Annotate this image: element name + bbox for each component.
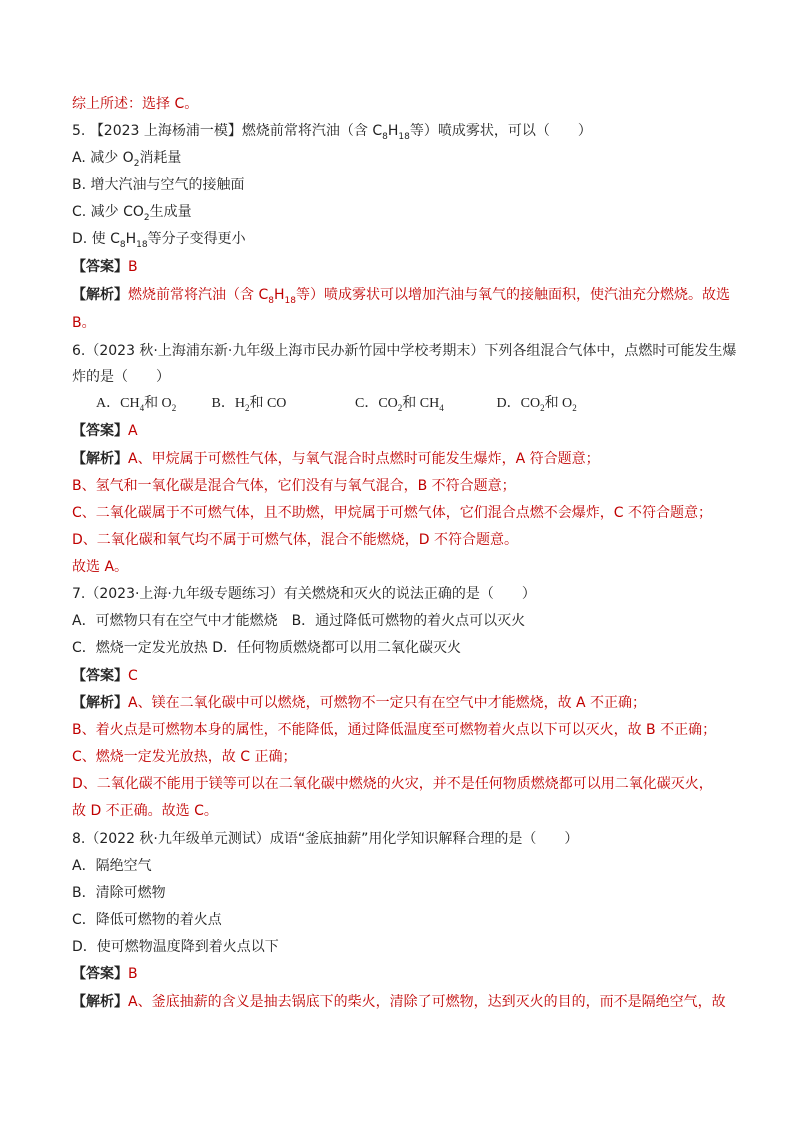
stem-part: 等）喷成雾状，可以（ ） bbox=[409, 123, 592, 139]
question-7-analysis-3: C、燃烧一定发光放热，故 C 正确； bbox=[72, 749, 297, 765]
question-6-analysis-3: C、二氧化碳属于不可燃气体，且不助燃，甲烷属于可燃气体，它们混合点燃不会爆炸，C 不符合题意； bbox=[72, 505, 712, 521]
option-text: H bbox=[125, 231, 137, 247]
question-5-stem bbox=[72, 121, 734, 141]
question-number: 5. bbox=[72, 123, 86, 139]
stem-part: H bbox=[387, 123, 399, 139]
subscript: 4 bbox=[139, 402, 145, 413]
question-8-stem: 8.（2022 秋·九年级单元测试）成语“釜底抽薪”用化学知识解释合理的是（ ） bbox=[72, 831, 579, 847]
question-7-stem: 7.（2023·上海·九年级专题练习）有关燃烧和灭火的说法正确的是（ ） bbox=[72, 586, 536, 602]
option-text: 和 O bbox=[144, 396, 172, 411]
summary-line: 综上所述：选择 C。 bbox=[72, 96, 199, 112]
stem-part: 燃烧前常将汽油（含 C bbox=[241, 123, 383, 139]
option-c bbox=[355, 394, 493, 414]
question-5-option-c bbox=[72, 202, 734, 222]
option-text: A. 减少 O bbox=[72, 150, 134, 166]
question-7-analysis-2: B、着火点是可燃物本身的属性，不能降低，通过降低温度至可燃物着火点以下可以灭火，故 B 不正确； bbox=[72, 722, 717, 738]
subscript: 8 bbox=[119, 239, 126, 250]
analysis-text: A、镁在二氧化碳中可以燃烧，可燃物不一定只有在空气中才能燃烧，故 A 不正确； bbox=[128, 695, 647, 711]
question-7-analysis-4: D、二氧化碳不能用于镁等可以在二氧化碳中燃烧的火灾，并不是任何物质燃烧都可以用二氧化碳灭火， bbox=[72, 776, 713, 792]
question-6-answer bbox=[72, 421, 734, 441]
subscript: 2 bbox=[244, 402, 250, 413]
option-b bbox=[212, 394, 352, 414]
subscript: 2 bbox=[572, 402, 577, 413]
subscript: 8 bbox=[382, 131, 388, 142]
question-6-analysis-2: B、氢气和一氧化碳是混合气体，它们没有与氧气混合，B 不符合题意； bbox=[72, 478, 516, 494]
analysis-label: 【解析】 bbox=[72, 695, 128, 711]
option-text: B．H bbox=[211, 396, 245, 411]
question-6-analysis-4: D、二氧化碳和氧气均不属于可燃气体，混合不能燃烧，D 不符合题意。 bbox=[72, 532, 519, 548]
analysis-text: 等）喷成雾状可以增加汽油与氧气的接触面积，使汽油充分燃烧。故选 bbox=[295, 287, 730, 303]
analysis-text: A、釜底抽薪的含义是抽去锅底下的柴火，清除了可燃物，达到灭火的目的，而不是隔绝空气，故 bbox=[128, 994, 726, 1010]
option-text: 和 O bbox=[544, 396, 573, 411]
answer-value: B bbox=[128, 966, 138, 982]
question-6-stem-line2: 炸的是（ ） bbox=[72, 369, 170, 385]
question-8-option-d: D．使可燃物温度降到着火点以下 bbox=[72, 939, 279, 955]
question-6-stem-line1: 6.（2023 秋·上海浦东新·九年级上海市民办新竹园中学校考期末）下列各组混合气体中，点燃时可能发生爆 bbox=[72, 343, 737, 359]
question-7-analysis-5: 故 D 不正确。故选 C。 bbox=[72, 803, 218, 819]
analysis-text: A、甲烷属于可燃性气体，与氧气混合时点燃时可能发生爆炸，A 符合题意； bbox=[128, 451, 600, 467]
subscript: 2 bbox=[171, 402, 177, 413]
answer-value: B bbox=[128, 259, 138, 275]
question-6-options bbox=[96, 394, 734, 414]
question-8-analysis-1 bbox=[72, 992, 734, 1012]
option-text: C. 减少 CO bbox=[72, 204, 144, 220]
subscript: 2 bbox=[143, 212, 150, 223]
subscript: 2 bbox=[397, 402, 403, 413]
question-6-analysis-1 bbox=[72, 449, 734, 469]
answer-label: 【答案】 bbox=[72, 259, 128, 275]
analysis-text: H bbox=[273, 287, 285, 303]
question-8-option-b: B．清除可燃物 bbox=[72, 885, 166, 901]
question-7-options-cd: C．燃烧一定发光放热 D．任何物质燃烧都可以用二氧化碳灭火 bbox=[72, 640, 462, 656]
option-text: D. 使 C bbox=[72, 231, 120, 247]
question-5-analysis bbox=[72, 285, 734, 305]
option-text: 消耗量 bbox=[139, 150, 182, 166]
option-a bbox=[96, 394, 208, 414]
subscript: 18 bbox=[398, 131, 410, 142]
subscript: 18 bbox=[136, 239, 148, 250]
subscript: 2 bbox=[540, 402, 545, 413]
option-text: A．CH bbox=[96, 396, 140, 411]
question-8-option-a: A．隔绝空气 bbox=[72, 858, 152, 874]
question-7-analysis-1 bbox=[72, 693, 734, 713]
question-5-option-d bbox=[72, 229, 734, 249]
option-d bbox=[497, 394, 577, 414]
question-source: 【2023 上海杨浦一模】 bbox=[89, 123, 242, 139]
subscript: 4 bbox=[439, 402, 444, 413]
analysis-label: 【解析】 bbox=[72, 451, 128, 467]
question-5-analysis-end: B。 bbox=[72, 315, 96, 331]
subscript: 2 bbox=[133, 158, 140, 169]
question-5-answer bbox=[72, 257, 734, 277]
answer-label: 【答案】 bbox=[72, 668, 128, 684]
question-6-conclusion: 故选 A。 bbox=[72, 559, 129, 575]
option-text: 等分子变得更小 bbox=[147, 231, 246, 247]
analysis-text: 燃烧前常将汽油（含 C bbox=[128, 287, 269, 303]
question-7-options-ab: A．可燃物只有在空气中才能燃烧 B．通过降低可燃物的着火点可以灭火 bbox=[72, 613, 526, 629]
subscript: 8 bbox=[268, 295, 274, 306]
option-text: D．CO bbox=[496, 396, 541, 411]
analysis-label: 【解析】 bbox=[72, 994, 128, 1010]
subscript: 18 bbox=[284, 295, 296, 306]
answer-label: 【答案】 bbox=[72, 423, 128, 439]
question-5-option-a bbox=[72, 148, 734, 168]
option-text: 和 CH bbox=[402, 396, 440, 411]
question-5-option-b: B. 增大汽油与空气的接触面 bbox=[72, 177, 245, 193]
analysis-label: 【解析】 bbox=[72, 287, 128, 303]
option-text: 生成量 bbox=[149, 204, 192, 220]
question-7-answer bbox=[72, 666, 734, 686]
question-8-answer bbox=[72, 964, 734, 984]
question-8-option-c: C．降低可燃物的着火点 bbox=[72, 912, 222, 928]
answer-value: C bbox=[128, 668, 138, 684]
option-text: 和 CO bbox=[249, 396, 287, 411]
answer-label: 【答案】 bbox=[72, 966, 128, 982]
answer-value: A bbox=[128, 423, 138, 439]
option-text: C．CO bbox=[355, 396, 398, 411]
